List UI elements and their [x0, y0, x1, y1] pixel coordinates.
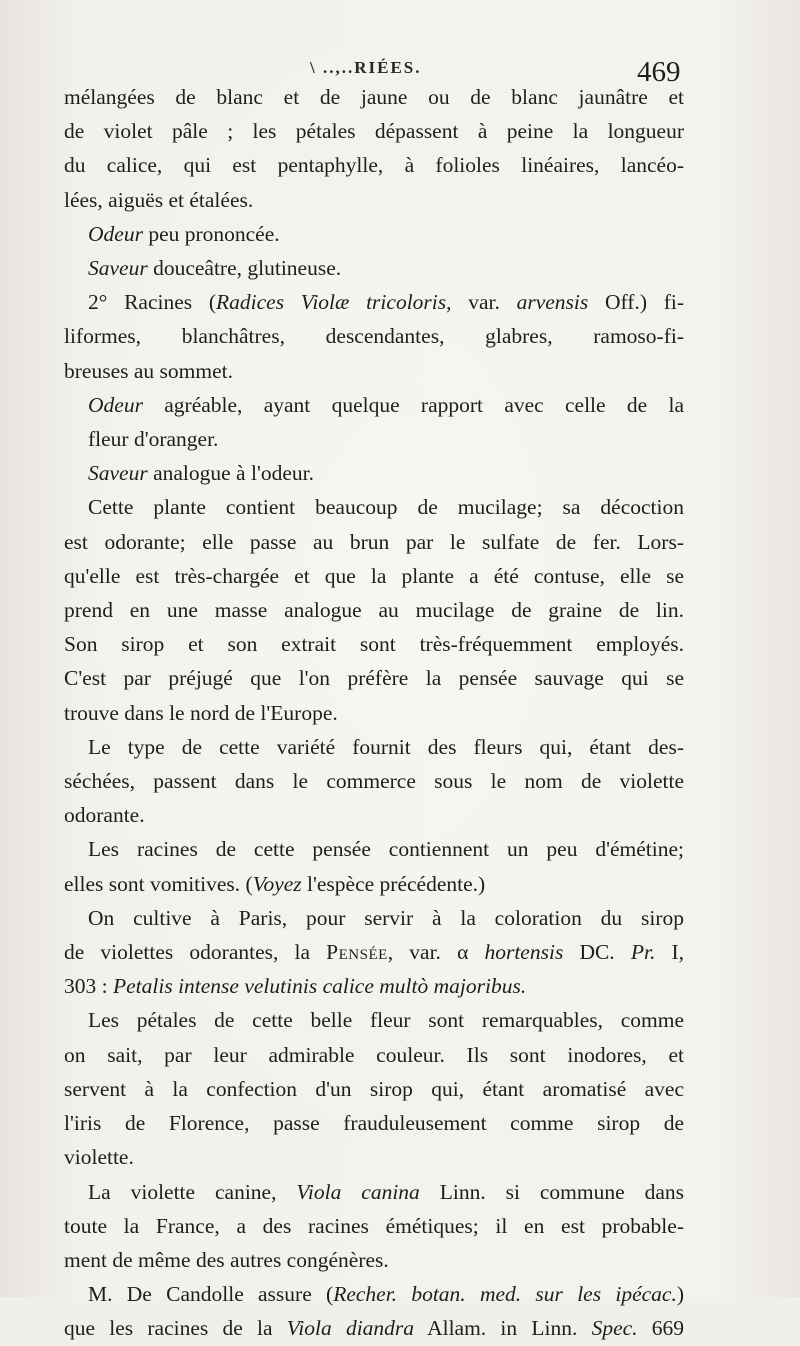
text-line	[64, 593, 684, 627]
text-segment: Linn. si commune dans	[419, 1179, 684, 1204]
text-segment: 2° Racines (	[88, 290, 217, 315]
text-line	[64, 114, 684, 148]
italic-text: Viola diandra	[286, 1316, 415, 1341]
text-line	[64, 935, 684, 969]
text-line	[64, 764, 684, 798]
italic-text: Viola canina	[296, 1179, 420, 1204]
text-line	[64, 696, 684, 730]
text-segment: analogue à l'odeur.	[147, 461, 314, 486]
text-line	[64, 1209, 684, 1243]
text-segment: on sait, par leur admirable couleur. Ils sont inodores, et	[64, 1042, 684, 1067]
text-segment: La violette canine,	[88, 1179, 297, 1204]
text-segment: douceâtre, glutineuse.	[147, 256, 342, 281]
text-line	[64, 559, 684, 593]
text-line	[64, 798, 684, 832]
text-line	[64, 1140, 684, 1174]
italic-text: Spec.	[591, 1316, 638, 1341]
text-segment: est odorante; elle passe au brun par le sulfate de fer. Lors-	[64, 529, 684, 554]
text-segment: )	[676, 1282, 684, 1307]
text-segment: 303 :	[64, 974, 113, 999]
text-line	[64, 1106, 684, 1140]
text-segment: DC.	[563, 940, 631, 965]
italic-text: Odeur	[88, 221, 143, 246]
text-line	[64, 319, 684, 353]
text-line	[64, 456, 684, 490]
text-line	[64, 422, 684, 456]
italic-text: Voyez	[252, 871, 302, 896]
text-segment: l'espèce précédente.)	[301, 871, 486, 896]
italic-text: Saveur	[88, 256, 148, 281]
text-line	[64, 661, 684, 695]
text-line	[64, 388, 684, 422]
body-text	[64, 80, 684, 1346]
text-line	[64, 969, 684, 1003]
text-segment: breuses au sommet.	[64, 358, 233, 383]
text-segment: mélangées de blanc et de jaune ou de blanc jaunâtre et	[64, 85, 684, 109]
text-line	[64, 901, 684, 935]
italic-text: Petalis intense velutinis calice multò majoribus.	[112, 974, 527, 999]
text-segment: agréable, ayant quelque rapport avec celle de la	[142, 392, 684, 417]
text-segment: liformes, blanchâtres, descendantes, glabres, ramoso-fi-	[64, 324, 684, 349]
text-segment: Les pétales de cette belle fleur sont remarquables, comme	[88, 1008, 684, 1033]
text-line	[64, 627, 684, 661]
text-segment: M. De Candolle assure (	[88, 1282, 334, 1307]
text-segment: qu'elle est très-chargée et que la plante a été contuse, elle se	[64, 563, 684, 588]
text-segment: violette.	[64, 1145, 134, 1170]
text-line	[64, 1003, 684, 1037]
text-segment: peu prononcée.	[142, 221, 280, 246]
text-line	[64, 1072, 684, 1106]
text-segment: prend en une masse analogue au mucilage de graine de lin.	[64, 598, 684, 623]
italic-text: arvensis	[516, 290, 589, 315]
text-line	[64, 251, 684, 285]
text-line	[64, 1038, 684, 1072]
text-segment: de violet pâle ; les pétales dépassent à peine la longueur	[64, 119, 684, 144]
text-segment: séchées, passent dans le commerce sous le nom de violette	[64, 769, 684, 794]
text-segment: I,	[655, 940, 684, 965]
text-line	[64, 217, 684, 251]
text-line	[64, 867, 684, 901]
text-segment: odorante.	[64, 803, 145, 828]
text-segment: toute la France, a des racines émétiques; il en est probable-	[64, 1213, 684, 1238]
text-line	[64, 832, 684, 866]
text-segment: du calice, qui est pentaphylle, à folioles linéaires, lancéo-	[64, 153, 684, 178]
text-segment: C'est par préjugé que l'on préfère la pensée sauvage qui se	[64, 666, 684, 691]
italic-text: Recher. botan. med. sur les ipécac.	[333, 1282, 677, 1307]
text-line	[64, 183, 684, 217]
text-line	[64, 1277, 684, 1311]
text-segment: lées, aiguës et étalées.	[64, 187, 254, 212]
text-segment: , var. α	[387, 940, 485, 965]
text-segment: de violettes odorantes, la	[64, 940, 327, 965]
text-segment: fleur d'oranger.	[88, 427, 219, 452]
text-segment: Le type de cette variété fournit des fleurs qui, étant des-	[88, 734, 684, 759]
running-head: \ ..,..RIÉES.	[310, 58, 422, 77]
text-line	[64, 148, 684, 182]
text-line	[64, 490, 684, 524]
text-line	[64, 1311, 684, 1345]
italic-text: Odeur	[88, 392, 143, 417]
text-line	[64, 730, 684, 764]
page-number: 469	[637, 56, 681, 88]
italic-text: Saveur	[88, 461, 148, 486]
text-segment: trouve dans le nord de l'Europe.	[64, 700, 338, 725]
text-segment: l'iris de Florence, passe frauduleusement comme sirop de	[64, 1111, 684, 1136]
text-line	[64, 354, 684, 388]
small-caps-text: Pensée	[326, 940, 388, 965]
text-line	[64, 285, 684, 319]
text-segment: Cette plante contient beaucoup de mucilage; sa décoction	[88, 495, 684, 520]
text-segment: Allam. in Linn.	[414, 1316, 592, 1341]
text-segment: , var.	[446, 290, 517, 315]
italic-text: Radices Violæ tricoloris	[216, 290, 447, 315]
text-line	[64, 80, 684, 114]
text-line	[64, 525, 684, 559]
italic-text: hortensis	[484, 940, 564, 965]
text-segment: que les racines de la	[64, 1316, 287, 1341]
text-segment: Off.) fi-	[588, 290, 684, 315]
text-segment: ment de même des autres congénères.	[64, 1247, 389, 1272]
italic-text: Pr.	[630, 940, 656, 965]
text-segment: Son sirop et son extrait sont très-fréquemment employés.	[64, 632, 684, 657]
text-line	[64, 1243, 684, 1277]
text-segment: elles sont vomitives. (	[64, 871, 253, 896]
text-line	[64, 1175, 684, 1209]
text-segment: On cultive à Paris, pour servir à la coloration du sirop	[88, 905, 684, 930]
text-segment: servent à la confection d'un sirop qui, étant aromatisé avec	[64, 1076, 684, 1101]
text-segment: Les racines de cette pensée contiennent un peu d'émétine;	[88, 837, 684, 862]
text-segment: 669	[637, 1316, 684, 1341]
